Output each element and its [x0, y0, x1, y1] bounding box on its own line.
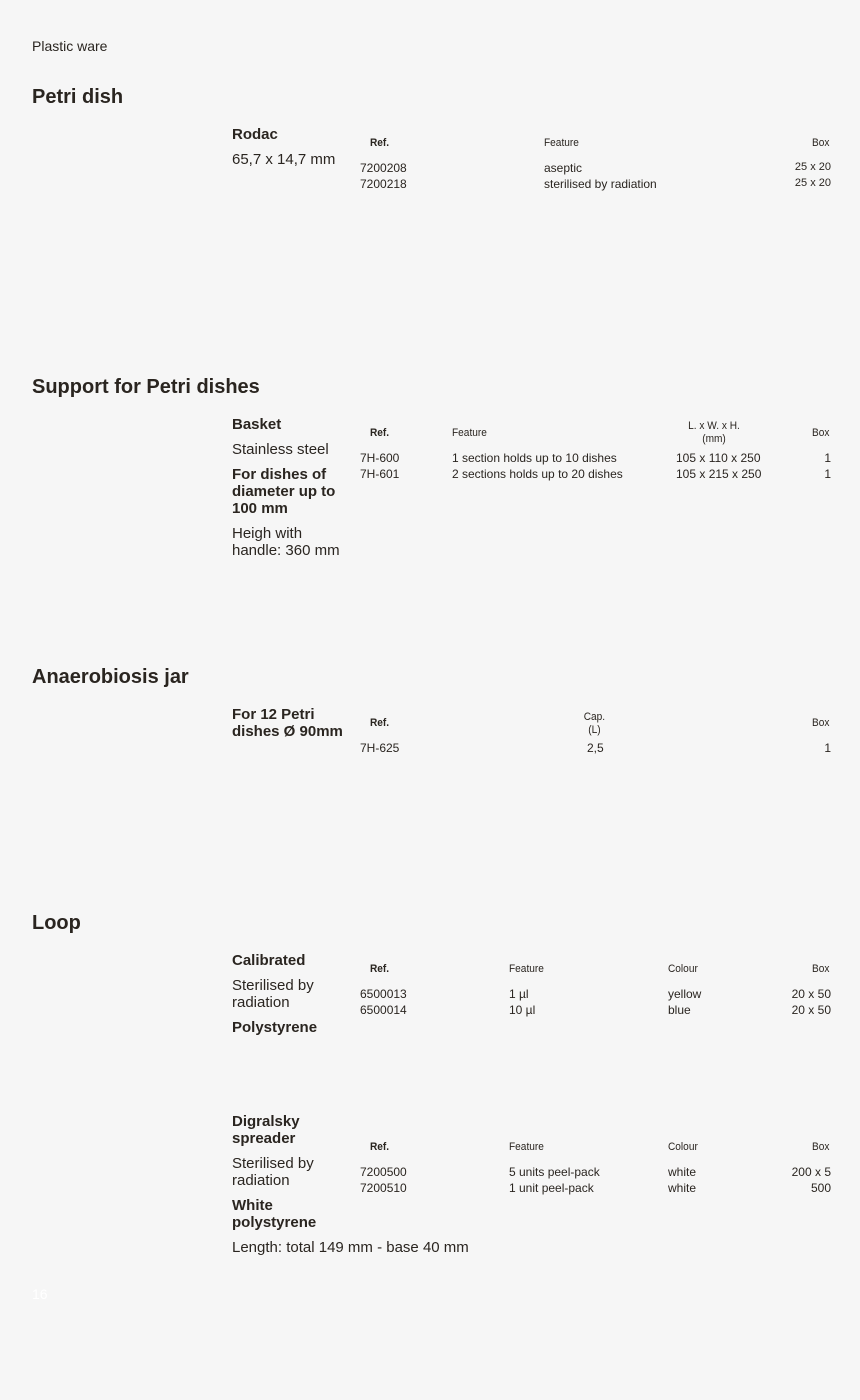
petri-row-1-ref: 7200208: [360, 161, 407, 175]
jar-row-1-cap: 2,5: [587, 741, 604, 755]
section-title-loop: Loop: [32, 912, 81, 934]
spreader-header-colour: Colour: [668, 1141, 698, 1153]
loop-desc-material: Polystyrene: [232, 1019, 318, 1036]
spreader-header-box: Box: [812, 1141, 830, 1153]
petri-header-feature: Feature: [544, 137, 579, 149]
loop-header-ref: Ref.: [370, 963, 390, 975]
support-row-1-feature: 1 section holds up to 10 dishes: [452, 451, 617, 465]
loop-row-2-colour: blue: [668, 1003, 691, 1017]
section-title-support: Support for Petri dishes: [32, 376, 260, 398]
loop-row-2-box: 20 x 50: [791, 1003, 831, 1017]
support-header-box: Box: [812, 427, 830, 439]
loop-row-2-feature: 10 µl: [509, 1003, 536, 1017]
petri-header-ref: Ref.: [370, 137, 390, 149]
loop-row-1-box: 20 x 50: [791, 987, 831, 1001]
spreader-desc-length: Length: total 149 mm - base 40 mm: [232, 1239, 469, 1256]
spreader-row-2-feature: 1 unit peel-pack: [509, 1181, 594, 1195]
support-row-1-ref: 7H-600: [360, 451, 400, 465]
spreader-header-feature: Feature: [509, 1141, 544, 1153]
loop-desc-sterilisation: Sterilised by radiation: [232, 977, 314, 1011]
support-description: [232, 416, 352, 567]
loop-header-box: Box: [812, 963, 830, 975]
petri-desc-name: Rodac: [232, 126, 278, 143]
spreader-row-1-colour: white: [668, 1165, 697, 1179]
loop-description: [232, 952, 352, 1044]
spreader-row-1-ref: 7200500: [360, 1165, 407, 1179]
jar-row-1-ref: 7H-625: [360, 741, 400, 755]
jar-header-cap-unit: (L): [588, 724, 601, 736]
support-header-ref: Ref.: [370, 427, 390, 439]
jar-row-1-box: 1: [824, 741, 831, 755]
petri-description: [232, 126, 357, 176]
spreader-row-2-box: 500: [810, 1181, 831, 1195]
support-header-feature: Feature: [452, 427, 487, 439]
jar-description: [232, 706, 354, 748]
loop-row-1-ref: 6500013: [360, 987, 407, 1001]
section-title-petri-dish: Petri dish: [32, 86, 124, 108]
loop-row-2-ref: 6500014: [360, 1003, 407, 1017]
category-label: Plastic ware: [32, 38, 108, 54]
support-row-2-box: 1: [824, 467, 831, 481]
support-desc-dishes: For dishes of diameter up to 100 mm: [232, 466, 336, 517]
petri-row-2-feature: sterilised by radiation: [544, 177, 657, 191]
loop-row-1-feature: 1 µl: [509, 987, 529, 1001]
spreader-row-2-colour: white: [668, 1181, 697, 1195]
jar-header-box: Box: [812, 717, 830, 729]
jar-header-ref: Ref.: [370, 717, 390, 729]
petri-row-1-feature: aseptic: [544, 161, 583, 175]
jar-desc-capacity-dishes: For 12 Petri dishes Ø 90mm: [232, 706, 343, 740]
support-row-1-box: 1: [824, 451, 831, 465]
petri-desc-size: 65,7 x 14,7 mm: [232, 151, 336, 168]
loop-header-colour: Colour: [668, 963, 698, 975]
petri-row-2-box: 25 x 20: [794, 177, 831, 189]
support-desc-height: Heigh with handle: 360 mm: [232, 525, 340, 559]
section-title-anaerobiosis-jar: Anaerobiosis jar: [32, 666, 189, 688]
support-header-dimensions: L. x W. x H.: [688, 420, 740, 432]
support-row-2-feature: 2 sections holds up to 20 dishes: [452, 467, 623, 481]
spreader-header-ref: Ref.: [370, 1141, 390, 1153]
petri-header-box: Box: [812, 137, 830, 149]
petri-row-1-box: 25 x 20: [794, 161, 831, 173]
support-header-dimensions-unit: (mm): [702, 433, 726, 445]
spreader-row-2-ref: 7200510: [360, 1181, 407, 1195]
spreader-desc-name: Digralsky spreader: [232, 1113, 300, 1147]
support-row-1-dimensions: 105 x 110 x 250: [676, 451, 761, 465]
support-desc-name: Basket: [232, 416, 282, 433]
support-row-2-ref: 7H-601: [360, 467, 400, 481]
page-number: 16: [32, 1286, 48, 1302]
support-row-2-dimensions: 105 x 215 x 250: [676, 467, 762, 481]
petri-row-2-ref: 7200218: [360, 177, 407, 191]
spreader-row-1-feature: 5 units peel-pack: [509, 1165, 600, 1179]
spreader-desc-material: White polystyrene: [232, 1197, 317, 1231]
spreader-row-1-box: 200 x 5: [791, 1165, 831, 1179]
loop-header-feature: Feature: [509, 963, 544, 975]
loop-desc-type: Calibrated: [232, 952, 306, 969]
spreader-desc-sterilisation: Sterilised by radiation: [232, 1155, 314, 1189]
jar-header-cap: Cap.: [583, 711, 606, 723]
loop-row-1-colour: yellow: [668, 987, 702, 1001]
support-desc-material: Stainless steel: [232, 441, 329, 458]
